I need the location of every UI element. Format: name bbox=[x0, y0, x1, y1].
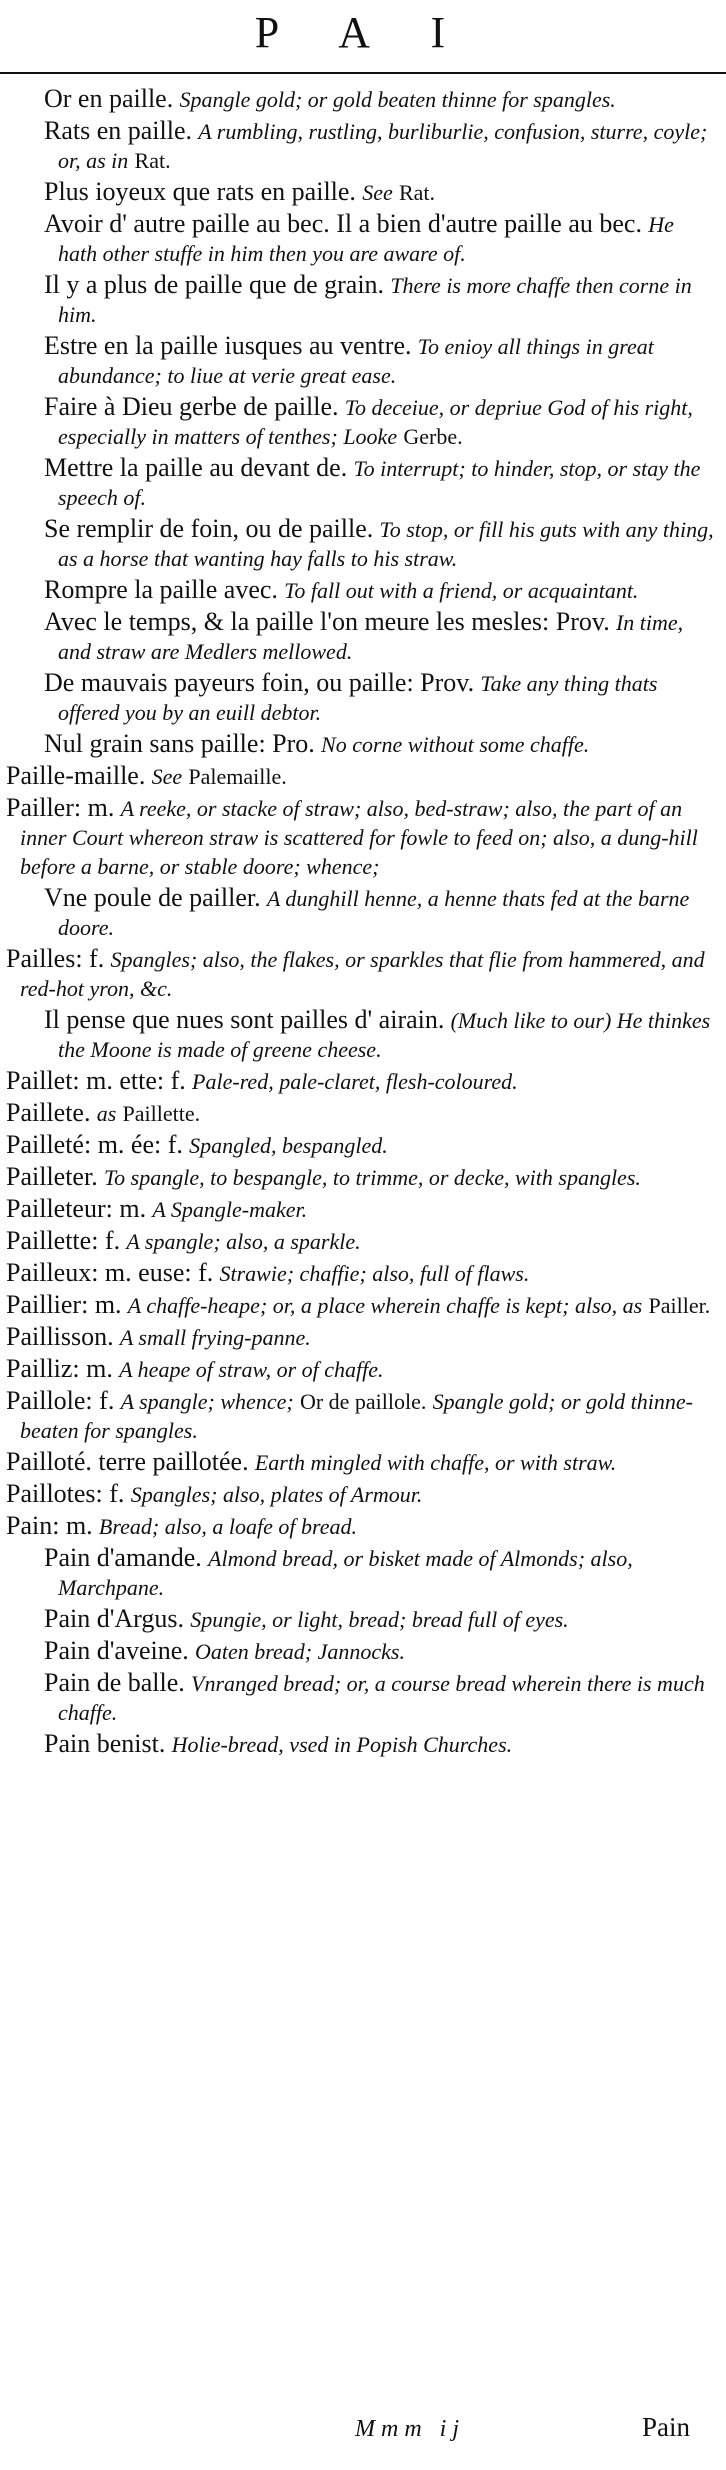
entry-gloss: To deceiue, or depriue God of his right, especially in matters of tenthes; Looke bbox=[58, 395, 693, 449]
entry-headword: Paillole: f. bbox=[6, 1386, 115, 1415]
entry-headword: Il pense que nues sont pailles d' airain. bbox=[44, 1005, 445, 1034]
entry-gloss: Pale-red, pale-claret, flesh-coloured. bbox=[192, 1069, 518, 1094]
entry-headword: Pailleter. bbox=[6, 1162, 98, 1191]
dictionary-entry bbox=[44, 514, 718, 573]
dictionary-entry bbox=[44, 883, 718, 942]
entry-headword: Pain: m. bbox=[6, 1511, 93, 1540]
entry-headword: De mauvais payeurs foin, ou paille: Prov. bbox=[44, 668, 475, 697]
entry-gloss: Spungie, or light, bread; bread full of eyes. bbox=[190, 1607, 569, 1632]
entry-gloss: To enioy all things in great abundance; to liue at verie great ease. bbox=[58, 334, 654, 388]
entry-headword: Pain benist. bbox=[44, 1729, 166, 1758]
entry-headword: Nul grain sans paille: Pro. bbox=[44, 729, 315, 758]
dictionary-entry bbox=[6, 1354, 718, 1384]
dictionary-entry bbox=[44, 1604, 718, 1634]
dictionary-entry bbox=[44, 729, 718, 759]
entry-gloss: Bread; also, a loafe of bread. bbox=[98, 1514, 357, 1539]
entry-gloss-continued: Spangle gold; or gold thinne-beaten for spangles. bbox=[20, 1389, 693, 1443]
dictionary-entry bbox=[44, 177, 718, 207]
dictionary-entry bbox=[6, 1511, 718, 1541]
dictionary-entry bbox=[6, 1098, 718, 1128]
entry-gloss: A spangle; also, a sparkle. bbox=[126, 1229, 361, 1254]
dictionary-entry bbox=[44, 1668, 718, 1727]
entry-gloss: To fall out with a friend, or acquaintant. bbox=[284, 578, 639, 603]
entry-headword: Paillete. bbox=[6, 1098, 91, 1127]
entry-reference: Palemaille. bbox=[188, 764, 287, 789]
entry-headword: Rompre la paille avec. bbox=[44, 575, 278, 604]
dictionary-entry bbox=[44, 668, 718, 727]
entry-headword: Paillet: m. ette: f. bbox=[6, 1066, 186, 1095]
entry-gloss: Strawie; chaffie; also, full of flaws. bbox=[219, 1261, 530, 1286]
dictionary-entry bbox=[6, 793, 718, 881]
entry-headword: Plus ioyeux que rats en paille. bbox=[44, 177, 356, 206]
dictionary-entry bbox=[44, 453, 718, 512]
entry-gloss: In time, and straw are Medlers mellowed. bbox=[58, 610, 684, 664]
entry-headword: Se remplir de foin, ou de paille. bbox=[44, 514, 374, 543]
dictionary-entry bbox=[6, 1162, 718, 1192]
entry-headword: Rats en paille. bbox=[44, 116, 193, 145]
dictionary-entry bbox=[6, 1194, 718, 1224]
entry-headword: Pailleux: m. euse: f. bbox=[6, 1258, 214, 1287]
dictionary-entry bbox=[6, 1386, 718, 1445]
entry-reference: Rat. bbox=[134, 148, 171, 173]
entry-headword: Pailleté: m. ée: f. bbox=[6, 1130, 183, 1159]
entry-gloss: as bbox=[96, 1101, 117, 1126]
entry-gloss: To stop, or fill his guts with any thing, as a horse that wanting hay falls to his straw. bbox=[58, 517, 714, 571]
dictionary-entry bbox=[6, 761, 718, 791]
entry-gloss: No corne without some chaffe. bbox=[321, 732, 590, 757]
entry-headword: Pailleteur: m. bbox=[6, 1194, 147, 1223]
entry-headword: Pain de balle. bbox=[44, 1668, 185, 1697]
entry-gloss: Spangle gold; or gold beaten thinne for spangles. bbox=[179, 87, 616, 112]
entry-reference: Paillette. bbox=[122, 1101, 201, 1126]
entry-headword: Pain d'Argus. bbox=[44, 1604, 184, 1633]
dictionary-entry bbox=[6, 1226, 718, 1256]
entry-gloss: To spangle, to bespangle, to trimme, or decke, with spangles. bbox=[103, 1165, 641, 1190]
entry-headword: Vne poule de pailler. bbox=[44, 883, 261, 912]
entry-list bbox=[6, 84, 718, 1761]
entry-gloss: Vnranged bread; or, a course bread wherein there is much chaffe. bbox=[58, 1671, 705, 1725]
entry-gloss: There is more chaffe then corne in him. bbox=[58, 273, 692, 327]
entry-gloss: Take any thing thats offered you by an euill debtor. bbox=[58, 671, 658, 725]
dictionary-entry bbox=[44, 392, 718, 451]
dictionary-entry bbox=[44, 209, 718, 268]
dictionary-entry bbox=[6, 1322, 718, 1352]
dictionary-entry bbox=[44, 116, 718, 175]
entry-gloss: Holie-bread, vsed in Popish Churches. bbox=[171, 1732, 513, 1757]
dictionary-entry bbox=[44, 1543, 718, 1602]
entry-headword: Paillotes: f. bbox=[6, 1479, 125, 1508]
entry-gloss: Spangles; also, the flakes, or sparkles that flie from hammered, and red-hot yron, &c. bbox=[20, 947, 705, 1001]
entry-reference: Or de paillole. bbox=[299, 1389, 427, 1414]
dictionary-entry bbox=[44, 1729, 718, 1759]
dictionary-entry bbox=[6, 1130, 718, 1160]
dictionary-entry bbox=[44, 607, 718, 666]
dictionary-entry bbox=[6, 1290, 718, 1320]
dictionary-entry bbox=[44, 270, 718, 329]
entry-gloss: A heape of straw, or of chaffe. bbox=[119, 1357, 384, 1382]
entry-gloss: Spangles; also, plates of Armour. bbox=[130, 1482, 423, 1507]
entry-headword: Or en paille. bbox=[44, 84, 174, 113]
entry-gloss: Oaten bread; Jannocks. bbox=[195, 1639, 405, 1664]
dictionary-entry bbox=[44, 84, 718, 114]
entry-headword: Pailliz: m. bbox=[6, 1354, 113, 1383]
dictionary-entry bbox=[6, 1258, 718, 1288]
entry-gloss: A chaffe-heape; or, a place wherein chaffe is kept; also, as bbox=[127, 1293, 643, 1318]
dictionary-entry bbox=[44, 331, 718, 390]
entry-headword: Faire à Dieu gerbe de paille. bbox=[44, 392, 339, 421]
entry-reference: Gerbe. bbox=[403, 424, 463, 449]
entry-headword: Pailloté. terre paillotée. bbox=[6, 1447, 249, 1476]
entry-gloss: Earth mingled with chaffe, or with straw. bbox=[254, 1450, 617, 1475]
entry-headword: Mettre la paille au devant de. bbox=[44, 453, 348, 482]
entry-headword: Avoir d' autre paille au bec. Il a bien d'autre paille au bec. bbox=[44, 209, 642, 238]
entry-gloss: Almond bread, or bisket made of Almonds; also, Marchpane. bbox=[58, 1546, 633, 1600]
dictionary-entry bbox=[44, 1005, 718, 1064]
entry-gloss: See bbox=[151, 764, 183, 789]
entry-gloss: He hath other stuffe in him then you are aware of. bbox=[58, 212, 674, 266]
entry-gloss: A small frying-panne. bbox=[119, 1325, 311, 1350]
entry-headword: Paille-maille. bbox=[6, 761, 146, 790]
entry-headword: Paillisson. bbox=[6, 1322, 114, 1351]
dictionary-entry bbox=[6, 944, 718, 1003]
entry-headword: Pailler: m. bbox=[6, 793, 115, 822]
header-rule bbox=[0, 72, 726, 74]
page-footer bbox=[0, 2412, 726, 2452]
entry-headword: Pailles: f. bbox=[6, 944, 105, 973]
entry-gloss: A Spangle-maker. bbox=[152, 1197, 308, 1222]
entry-gloss: To interrupt; to hinder, stop, or stay the speech of. bbox=[58, 456, 701, 510]
signature-mark: Mmm ij bbox=[355, 2416, 465, 2442]
entry-headword: Pain d'amande. bbox=[44, 1543, 202, 1572]
entry-gloss: A rumbling, rustling, burliburlie, confusion, sturre, coyle; or, as in bbox=[58, 119, 708, 173]
entry-gloss: Spangled, bespangled. bbox=[189, 1133, 388, 1158]
entry-gloss: A dunghill henne, a henne thats fed at the barne doore. bbox=[58, 886, 690, 940]
entry-gloss: A reeke, or stacke of straw; also, bed-straw; also, the part of an inner Court whereon straw is scattered for fowle to feed on; also, a dung-hill before a barne, or stable doore; whence; bbox=[20, 796, 698, 879]
entry-gloss: See bbox=[362, 180, 393, 205]
entry-gloss: A spangle; whence; bbox=[120, 1389, 294, 1414]
entry-headword: Estre en la paille iusques au ventre. bbox=[44, 331, 412, 360]
entry-headword: Paillier: m. bbox=[6, 1290, 122, 1319]
entry-headword: Paillette: f. bbox=[6, 1226, 121, 1255]
page-header: P A I bbox=[254, 8, 472, 57]
catchword: Pain bbox=[642, 2412, 691, 2442]
dictionary-entry bbox=[6, 1066, 718, 1096]
dictionary-entry bbox=[44, 575, 718, 605]
entry-headword: Il y a plus de paille que de grain. bbox=[44, 270, 385, 299]
entry-headword: Avec le temps, & la paille l'on meure les mesles: Prov. bbox=[44, 607, 610, 636]
entry-gloss: (Much like to our) He thinkes the Moone is made of greene cheese. bbox=[58, 1008, 711, 1062]
entry-reference: Pailler. bbox=[648, 1293, 711, 1318]
entry-reference: Rat. bbox=[398, 180, 436, 205]
dictionary-entry bbox=[6, 1447, 718, 1477]
entry-headword: Pain d'aveine. bbox=[44, 1636, 189, 1665]
dictionary-entry bbox=[44, 1636, 718, 1666]
dictionary-entry bbox=[6, 1479, 718, 1509]
